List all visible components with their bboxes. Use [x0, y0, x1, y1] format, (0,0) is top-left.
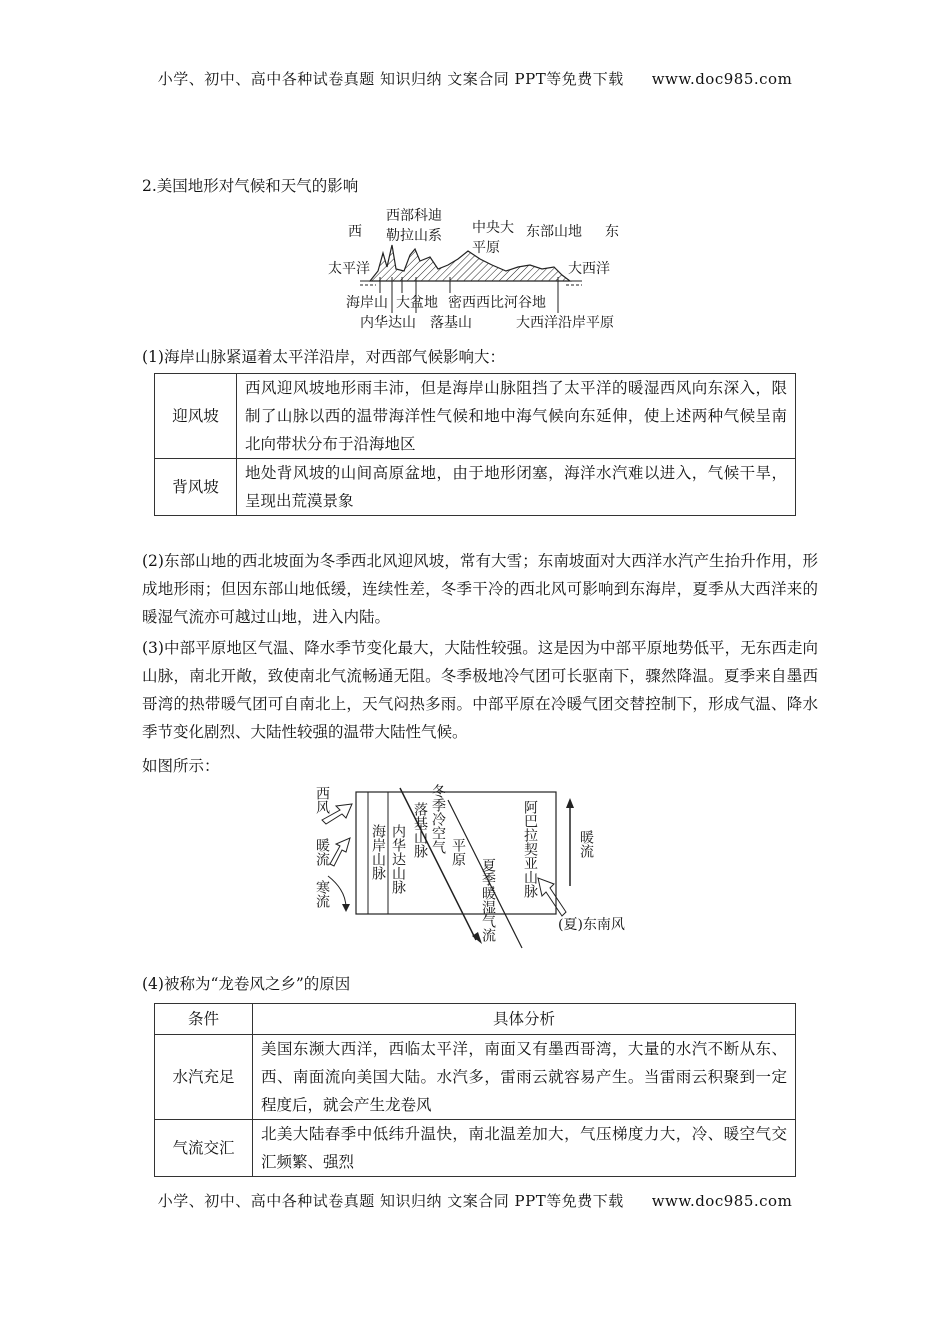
label-rockies-1: 西部科迪 — [386, 208, 442, 224]
paragraph-3: (3)中部平原地区气温、降水季节变化最大，大陆性较强。这是因为中部平原地势低平，无东西走向山脉，南北开敞，致使南北气流畅通无阻。冬季极地冷气团可长驱南下，骤然降温。夏季来自墨西哥湾的热带暖气团可自南北上，天气闷热多雨。中部平原在冷暖气团交替控制下，形成气温、降水季节变化剧烈、大陆性较强的温带大陆性气候。 — [142, 639, 818, 741]
header-text: 小学、初中、高中各种试卷真题 知识归纳 文案合同 PPT等免费下载 — [157, 70, 624, 88]
paragraph-4-intro: (4)被称为“龙卷风之乡”的原因 — [142, 975, 351, 993]
table-cell-value: 西风迎风坡地形雨丰沛，但是海岸山脉阻挡了太平洋的暖湿西风向东深入，限制了山脉以西的温带海洋性气候和地中海气候向东延伸，使上述两种气候呈南北向带状分布于沿海地区 — [237, 374, 796, 459]
label-rocky: 落基山 — [430, 315, 472, 331]
label-mississippi: 密西西比河谷地 — [448, 295, 546, 311]
label-appalachian: 阿巴拉契亚山脉 — [522, 800, 538, 898]
table-cell-value: 北美大陆春季中低纬升温快，南北温差加大，气压梯度力大，冷、暖空气交汇频繁、强烈 — [253, 1120, 796, 1177]
table-header-condition: 条件 — [155, 1004, 253, 1035]
table-cell-value: 美国东濒大西洋，西临太平洋，南面又有墨西哥湾，大量的水汽不断从东、西、南面流向美国大陆。水汽多，雷雨云就容易产生。当雷雨云积聚到一定程度后，就会产生龙卷风 — [253, 1035, 796, 1120]
label-rockies-2: 勒拉山系 — [386, 228, 442, 244]
table-header-analysis: 具体分析 — [253, 1004, 796, 1035]
label-plain-2: 平原 — [472, 240, 500, 256]
label-plain-1: 中央大 — [472, 220, 514, 236]
label-rocky-mountains: 落基山脉 — [412, 802, 428, 858]
label-winter-cold: 冬季冷空气 — [430, 784, 446, 854]
label-west: 西 — [348, 224, 362, 240]
table-row — [155, 459, 796, 516]
label-atlantic: 大西洋 — [568, 261, 610, 277]
label-pacific: 太平洋 — [328, 261, 370, 277]
warm-current-right-arrowhead — [566, 798, 574, 808]
label-great-basin: 大盆地 — [396, 295, 438, 311]
label-atlantic-plain: 大西洋沿岸平原 — [516, 315, 614, 331]
footer-site: www.doc985.com — [651, 1192, 793, 1210]
label-se-wind: (夏)东南风 — [558, 917, 625, 933]
table-row — [155, 374, 796, 459]
label-plain: 平原 — [450, 838, 466, 866]
paragraph-3-tail: 如图所示： — [142, 757, 220, 775]
label-coast-range: 海岸山 — [346, 295, 388, 311]
label-warm-current-right: 暖流 — [578, 830, 594, 858]
cold-current-arrow — [328, 876, 346, 908]
label-sierra-nevada: 内华达山脉 — [390, 824, 406, 894]
header-site: www.doc985.com — [651, 70, 793, 88]
label-east-mountains: 东部山地 — [526, 224, 582, 240]
cold-current-arrowhead — [342, 904, 350, 912]
label-summer-warm: 夏季暖湿气流 — [480, 858, 496, 942]
airflow-diagram — [300, 780, 660, 960]
label-east: 东 — [605, 224, 619, 240]
table-row — [155, 1120, 796, 1177]
se-wind-arrow — [538, 878, 566, 916]
label-warm-current-left: 暖流 — [314, 838, 330, 866]
paragraph-1-intro: (1)海岸山脉紧逼着太平洋沿岸，对西部气候影响大： — [142, 348, 505, 366]
table-cell-key: 气流交汇 — [155, 1120, 253, 1177]
label-coast-mountains: 海岸山脉 — [370, 824, 386, 880]
page-footer — [0, 1190, 950, 1211]
paragraph-2: (2)东部山地的西北坡面为冬季西北风迎风坡，常有大雪；东南坡面对大西洋水汽产生抬升作用，形成地形雨；但因东部山地低缓，连续性差，冬季干冷的西北风可影响到东海岸，夏季从大西洋来的暖湿气流亦可越过山地，进入内陆。 — [142, 552, 818, 626]
section-title: 2.美国地形对气候和天气的影响 — [142, 177, 359, 195]
table-cell-key: 迎风坡 — [155, 374, 237, 459]
table-tornado-causes — [154, 1003, 796, 1177]
terrain-shape — [370, 245, 570, 281]
terrain-profile-diagram — [320, 205, 640, 335]
warm-current-arrow-left — [330, 838, 350, 866]
table-windward-leeward — [154, 373, 796, 516]
label-cold-current: 寒流 — [314, 880, 330, 908]
footer-text: 小学、初中、高中各种试卷真题 知识归纳 文案合同 PPT等免费下载 — [157, 1192, 624, 1210]
page-header — [0, 68, 950, 89]
label-sierra: 内华达山 — [360, 315, 416, 331]
table-cell-value: 地处背风坡的山间高原盆地，由于地形闭塞，海洋水汽难以进入，气候干旱，呈现出荒漠景象 — [237, 459, 796, 516]
table-cell-key: 水汽充足 — [155, 1035, 253, 1120]
label-westerly: 西风 — [314, 786, 330, 814]
table-cell-key: 背风坡 — [155, 459, 237, 516]
table-header-row — [155, 1004, 796, 1035]
table-row — [155, 1035, 796, 1120]
